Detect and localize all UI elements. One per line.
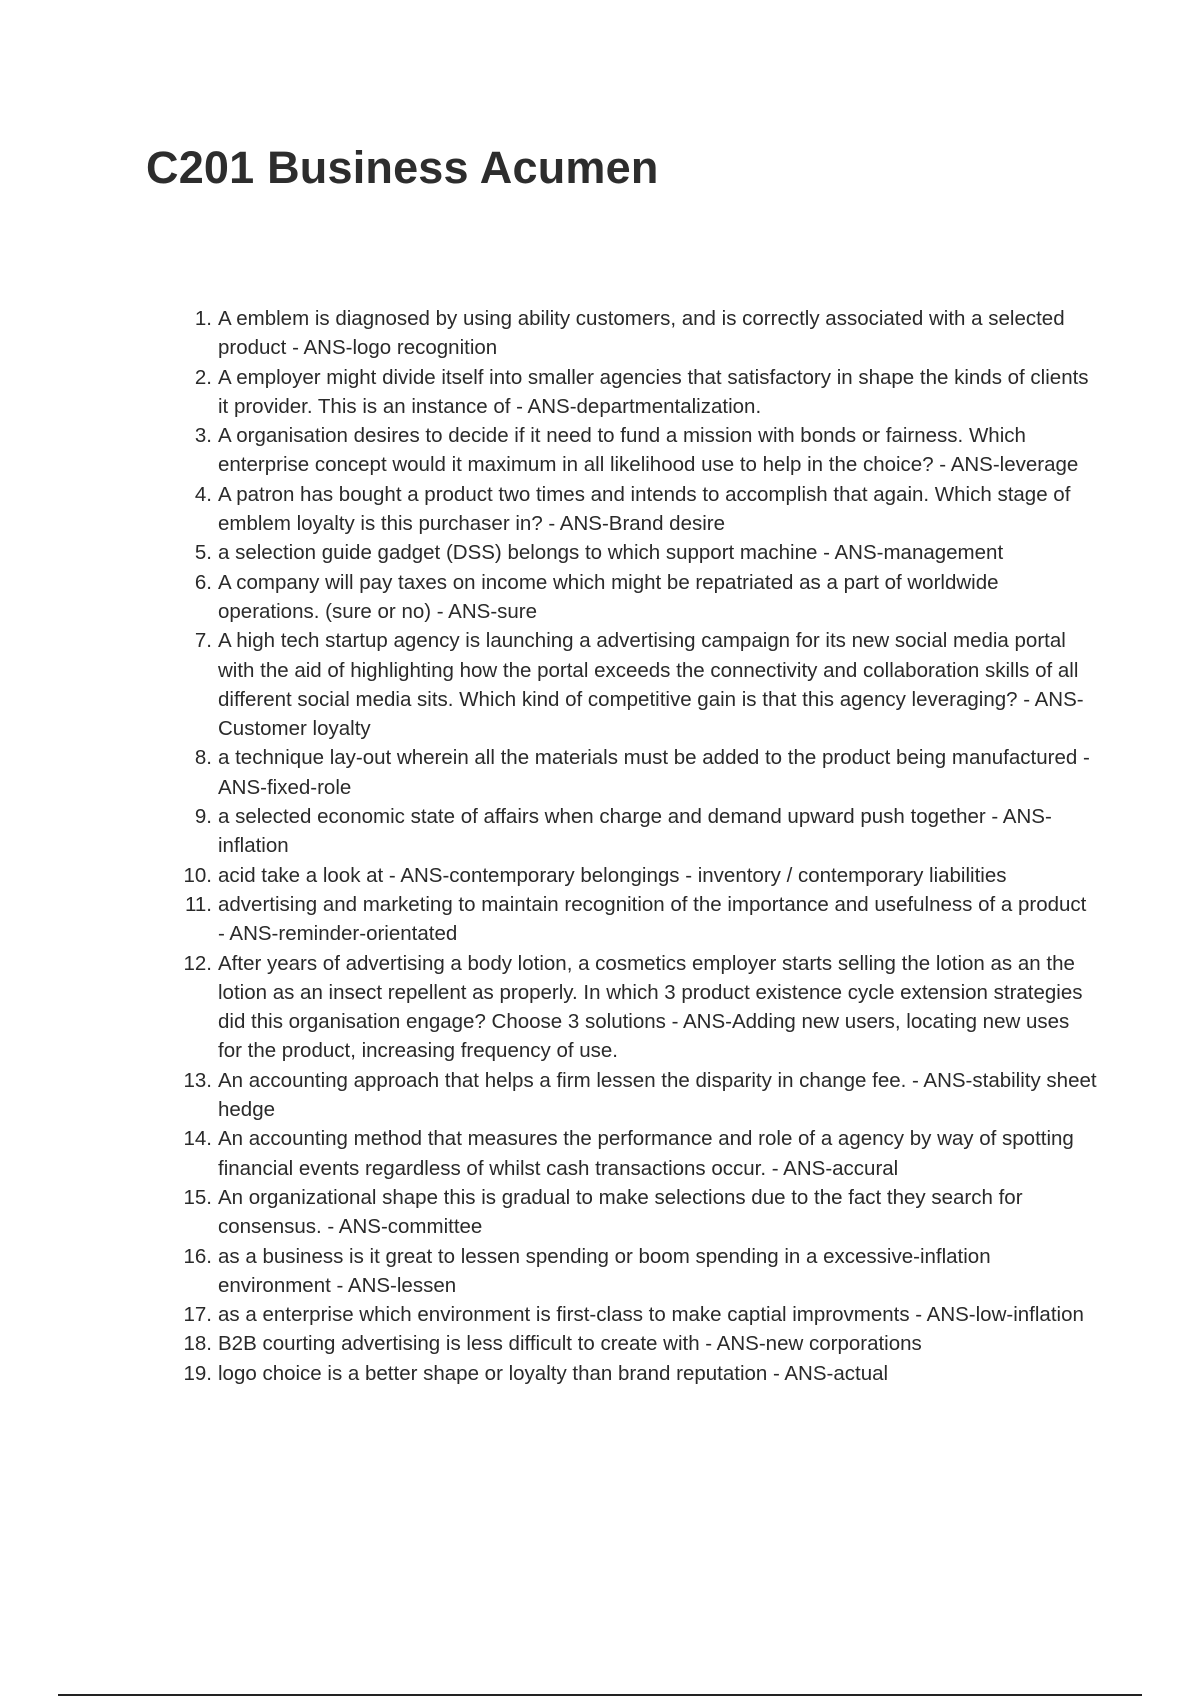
list-item <box>178 1242 1098 1301</box>
list-item-number: 12. <box>183 951 212 975</box>
list-item <box>178 802 1098 861</box>
list-item-text: A patron has bought a product two times and intends to accomplish that again. Which stage of emblem loyalty is this purchaser in? - ANS-Brand desire <box>218 482 1071 536</box>
bottom-divider <box>58 1694 1142 1696</box>
list-item-text: After years of advertising a body lotion, a cosmetics employer starts selling the lotion as an the lotion as an insect repellent as properly. In which 3 product existence cycle extension strategies did this organisation engage? Choose 3 solutions - ANS-Adding new users, locating new uses for the product, increasing frequency of use. <box>218 951 1083 1063</box>
list-item <box>178 949 1098 1066</box>
list-item-number: 4. <box>194 482 212 506</box>
list-item-text: a technique lay-out wherein all the materials must be added to the product being manufactured - ANS-fixed-role <box>218 746 1090 799</box>
list-item <box>178 1124 1098 1183</box>
list-item-number: 19. <box>183 1361 212 1385</box>
list-item-text: acid take a look at - ANS-contemporary belongings - inventory / contemporary liabilities <box>218 863 1007 887</box>
list-item <box>178 1183 1098 1242</box>
list-item <box>178 1359 1098 1388</box>
list-item-text: advertising and marketing to maintain recognition of the importance and usefulness of a product - ANS-reminder-orientated <box>218 892 1087 946</box>
list-item-number: 18. <box>183 1332 212 1356</box>
list-item <box>178 568 1098 627</box>
list-item-text: An accounting method that measures the performance and role of a agency by way of spotting financial events regardless of whilst cash transactions occur. - ANS-accural <box>218 1127 1074 1180</box>
list-item-text: An organizational shape this is gradual to make selections due to the fact they search for consensus. - ANS-committee <box>218 1185 1023 1239</box>
list-item-number: 5. <box>194 541 212 565</box>
document-title: C201 Business Acumen <box>146 142 659 193</box>
list-item-text: as a enterprise which environment is first-class to make captial improvments - ANS-low-inflation <box>218 1303 1084 1327</box>
list-item <box>178 304 1098 363</box>
list-item <box>178 363 1098 422</box>
list-item-text: B2B courting advertising is less difficult to create with - ANS-new corporations <box>218 1332 922 1356</box>
list-item-number: 10. <box>183 863 212 887</box>
list-item <box>178 1300 1098 1329</box>
list-item <box>178 743 1098 802</box>
list-item-number: 14. <box>183 1127 212 1151</box>
question-list <box>178 304 1098 1388</box>
list-item-text: as a business is it great to lessen spending or boom spending in a excessive-inflation environment - ANS-lessen <box>218 1244 991 1297</box>
list-item-text: a selected economic state of affairs when charge and demand upward push together - ANS-inflation <box>218 805 1052 858</box>
list-item-text: A emblem is diagnosed by using ability customers, and is correctly associated with a selected product - ANS-logo recognition <box>218 307 1065 360</box>
list-item-number: 13. <box>183 1068 212 1092</box>
list-item <box>178 1329 1098 1358</box>
list-item-number: 8. <box>194 746 212 770</box>
list-item-number: 7. <box>194 629 212 653</box>
list-item <box>178 626 1098 743</box>
list-item-number: 17. <box>183 1303 212 1327</box>
list-item-text: A organisation desires to decide if it need to fund a mission with bonds or fairness. Which enterprise concept would it maximum in all likelihood use to help in the choice? - ANS-leverage <box>218 424 1079 477</box>
list-item-number: 3. <box>194 424 212 448</box>
list-item-text: A employer might divide itself into smaller agencies that satisfactory in shape the kinds of clients it provider. This is an instance of - ANS-departmentalization. <box>218 365 1089 418</box>
list-item <box>178 861 1098 890</box>
list-item-text: An accounting approach that helps a firm lessen the disparity in change fee. - ANS-stability sheet hedge <box>218 1068 1097 1122</box>
list-item-text: A high tech startup agency is launching a advertising campaign for its new social media portal with the aid of highlighting how the portal exceeds the connectivity and collaboration skills of all different social media sits. Which kind of competitive gain is that this agency leveraging? - ANS-Customer loyalty <box>218 629 1084 741</box>
list-item-text: a selection guide gadget (DSS) belongs to which support machine - ANS-management <box>218 541 1004 565</box>
list-item-number: 15. <box>183 1185 212 1209</box>
list-item-number: 16. <box>183 1244 212 1268</box>
list-item-number: 2. <box>194 365 212 389</box>
list-item <box>178 421 1098 480</box>
list-item <box>178 890 1098 949</box>
list-item-number: 6. <box>194 570 212 594</box>
list-item-text: A company will pay taxes on income which might be repatriated as a part of worldwide operations. (sure or no) - ANS-sure <box>218 570 999 623</box>
list-item-text: logo choice is a better shape or loyalty than brand reputation - ANS-actual <box>218 1361 889 1385</box>
list-item-number: 1. <box>194 307 212 330</box>
list-item-number: 11. <box>185 892 212 916</box>
list-item <box>178 480 1098 539</box>
list-item-number: 9. <box>194 805 212 829</box>
list-item <box>178 538 1098 567</box>
list-item <box>178 1066 1098 1125</box>
